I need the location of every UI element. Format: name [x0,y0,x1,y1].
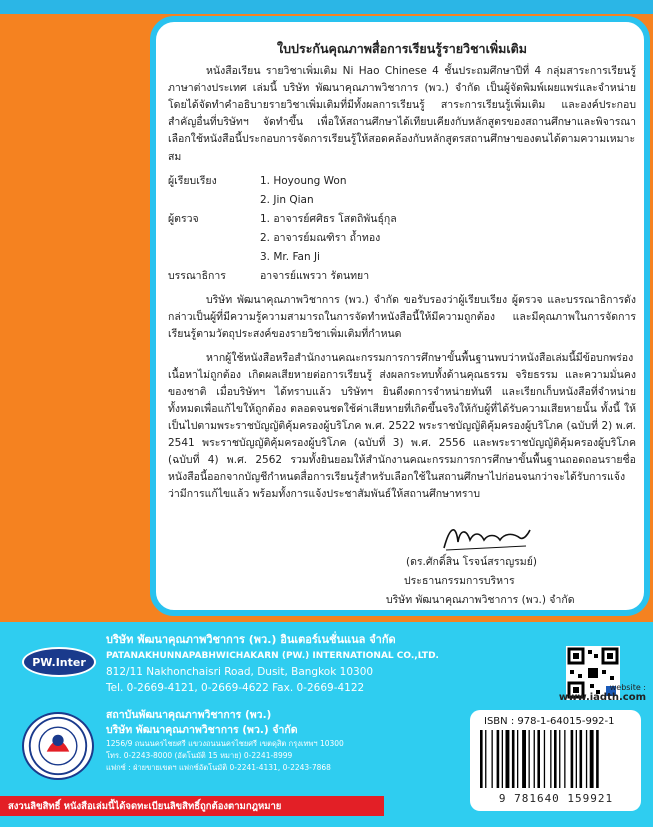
barcode-bar [517,730,518,788]
credit-role [168,191,260,210]
credit-row [168,229,397,248]
credit-name: อาจารย์แพรวา รัตนทยา [260,270,370,283]
signature-block [386,553,646,610]
website-block [526,683,646,703]
barcode-bar [596,730,599,788]
credit-row [168,248,397,267]
barcode-bar [512,730,515,788]
website-label: website : [609,683,646,692]
credit-role: ผู้ตรวจ [168,212,199,225]
barcode-bar [590,730,594,788]
barcode-bar [522,730,526,788]
publisher-block [106,632,466,696]
signer-name: (ดร.ศักดิ์สิน โรจน์สราญรมย์) [406,556,537,568]
credit-name: 2. Jin Qian [260,193,314,206]
publisher-phone: Tel. 0-2669-4121, 0-2669-4622 Fax. 0-2669-4122 [106,682,365,694]
credit-role: บรรณาธิการ [168,270,226,283]
credit-row [168,210,397,229]
credits-table [168,172,397,287]
institute-name: สถาบันพัฒนาคุณภาพวิชาการ (พว.) [106,709,272,721]
barcode-bar [571,730,574,788]
credit-name: 1. Hoyoung Won [260,174,347,187]
credit-row [168,191,397,210]
credit-name: 1. อาจารย์ศศิธร โสตถิพันธุ์กุล [260,212,397,225]
barcode-bar [564,730,565,788]
signature-image [440,520,532,554]
institute-phone: โทร. 0-2243-8000 (อัตโนมัติ 15 หมาย) 0-2241-8999 [106,751,293,760]
barcode-number: 9 781640 159921 [498,792,614,805]
barcode-bar [506,730,510,788]
barcode-bar [544,730,545,788]
publisher-name-th: บริษัท พัฒนาคุณภาพวิชาการ (พว.) อินเตอร์เนชั่นแนล จำกัด [106,633,396,646]
institute-company: บริษัท พัฒนาคุณภาพวิชาการ (พว.) จำกัด [106,724,298,736]
barcode-bar [534,730,535,788]
credit-role [168,248,260,267]
credit-name: 3. Mr. Fan Ji [260,251,320,264]
credit-row [168,172,397,191]
institute-address: 1256/9 ถนนนครไชยศรี แขวงถนนนครไชยศรี เขตดุสิต กรุงเทพฯ 10300 [106,739,344,748]
institute-fax: แฟกซ์ : ฝ่ายขายเขตฯ แฟกซ์อัตโนมัติ 0-2241-4131, 0-2243-7868 [106,763,331,772]
warranty-paragraph: หากผู้ใช้หนังสือหรือสำนักงานคณะกรรมการการศึกษาขั้นพื้นฐานพบว่าหนังสือเล่มนี้มีข้อบกพร่องเนื้อหาไม่ถูกต้อง เกิดผลเสียหายต่อการเรียนรู้ ส่งผลกระทบทั้งด้านคุณธรรม จริยธรรม และความมั่นคงของชาติ เมื่อบริษัทฯ ได้ทราบแล้ว บริษัทฯ ยินดีงดการจำหน่ายทันที และเรียกเก็บหนังสือที่จำหน่ายทั้งหมดเพื่อแก้ไขให้ถูกต้อง ตลอดจนชดใช้ค่าเสียหายที่เกิดขึ้นจริงให้กับผู้ที่ได้รับความเสียหายนั้น ทั้งนี้ ให้เป็นไปตามพระราชบัญญัติคุ้มครองผู้บริโภค พ.ศ. 2522 พระราชบัญญัติคุ้มครองผู้บริโภค (ฉบับที่ 2) พ.ศ. 2541 พระราชบัญญัติคุ้มครองผู้บริโภค (ฉบับที่ 3) พ.ศ. 2556 และพระราชบัญญัติคุ้มครองผู้บริโภค (ฉบับที่ 4) พ.ศ. 2562 รวมทั้งยินยอมให้สำนักงานคณะกรรมการการศึกษาขั้นพื้นฐานถอดถอนรายชื่อหนังสือนี้ออกจากบัญชีกำหนดสื่อการเรียนรู้สำหรับเลือกใช้ในสถานศึกษาไปก่อนจนกว่าจะได้รับการแจ้งว่ามีการแก้ไขแล้ว พร้อมทั้งการแจ้งประชาสัมพันธ์ให้สถานศึกษาทราบ [168,351,636,501]
barcode-bar [502,730,503,788]
institute-block [106,708,406,774]
barcode-bar [586,730,587,788]
barcode-bar [554,730,557,788]
barcode-bar [576,730,577,788]
barcode-bar [559,730,560,788]
barcode-bar [537,730,540,788]
intro-paragraph: หนังสือเรียน รายวิชาเพิ่มเติม Ni Hao Chinese 4 ชั้นประถมศึกษาปีที่ 4 กลุ่มสาระการเรียนรู้ภาษาต่างประเทศ เล่มนี้ บริษัท พัฒนาคุณภาพวิชาการ (พว.) จำกัด เป็นผู้จัดพิมพ์เผยแพร่และจำหน่าย โดยได้จัดทำคำอธิบายรายวิชาเพิ่มเติมที่มีทั้งผลการเรียนรู้ สาระการเรียนรู้เพิ่มเติม และองค์ประกอบสำคัญอื่นที่บริษัทฯ จัดทำขึ้น เพื่อให้สถานศึกษาได้เทียบเคียงกับหลักสูตรของสถานศึกษาและพิจารณาเลือกใช้หนังสือนี้ประกอบการจัดการเรียนรู้ให้สอดคล้องกับหลักสูตรสถานศึกษาของตนได้ตามความเหมาะสม [168,65,636,163]
top-strip [0,0,653,14]
publisher-address: 812/11 Nakhonchaisri Road, Dusit, Bangkok 10300 [106,666,374,678]
barcode-bar [580,730,583,788]
barcode-bar [480,730,483,788]
quality-assurance-document [168,40,636,600]
barcode-bar [529,730,530,788]
barcode-bar [550,730,551,788]
credit-role: ผู้เรียบเรียง [168,174,217,187]
signer-position: ประธานกรรมการบริหาร [404,575,515,587]
credit-role [168,229,260,248]
institute-logo [22,712,94,780]
copyright-bar: สงวนลิขสิทธิ์ หนังสือเล่มนี้ได้จดทะเบียนลิขสิทธิ์ถูกต้องตามกฎหมาย [0,796,384,816]
certify-paragraph: บริษัท พัฒนาคุณภาพวิชาการ (พว.) จำกัด ขอรับรองว่าผู้เรียบเรียง ผู้ตรวจ และบรรณาธิการดังกล่าวเป็นผู้ที่มีความรู้ความสามารถในการจัดทำหนังสือนี้ให้มีความถูกต้อง และมีคุณภาพในการจัดการเรียนรู้ตามวัตถุประสงค์ของรายวิชาเพิ่มเติมที่กำหนด [168,294,636,341]
website-url[interactable]: www.iadth.com [558,692,646,703]
pw-inter-logo: PW.Inter [22,647,96,677]
publisher-name-en: PATANAKHUNNAPABHWICHAKARN (PW.) INTERNATIONAL CO.,LTD. [106,651,439,661]
barcode-bar [492,730,493,788]
barcode-bar [497,730,500,788]
credit-name: 2. อาจารย์มณฑิรา ถ้ำทอง [260,231,381,244]
document-title: ใบประกันคุณภาพสื่อการเรียนรู้รายวิชาเพิ่มเติม [277,41,527,56]
credit-row [168,267,397,286]
barcode-bar [485,730,486,788]
isbn-text: ISBN : 978-1-64015-992-1 [484,716,615,727]
signer-company: บริษัท พัฒนาคุณภาพวิชาการ (พว.) จำกัด [386,594,575,606]
barcode-image [476,730,636,790]
